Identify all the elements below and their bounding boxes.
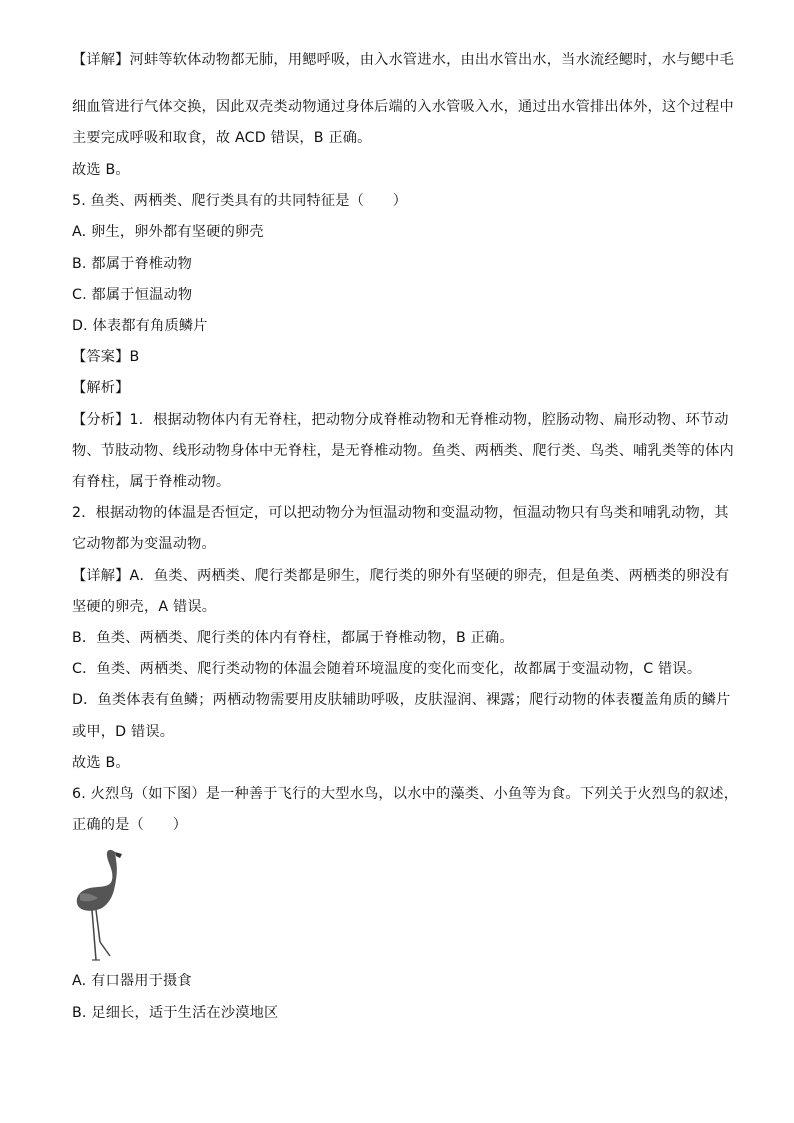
text-line: 或甲，D 错误。 <box>72 724 175 740</box>
text-line: 故选 B。 <box>72 162 130 178</box>
option-b: B. 都属于脊椎动物 <box>72 256 193 272</box>
option-a: A. 有口器用于摄食 <box>72 973 192 989</box>
text-line: 【分析】1．根据动物体内有无脊柱，把动物分成脊椎动物和无脊椎动物，腔肠动物、扁形动物、环节动 <box>72 412 729 428</box>
option-c: C. 都属于恒温动物 <box>72 287 193 303</box>
option-b: B. 足细长，适于生活在沙漠地区 <box>72 1005 279 1021</box>
text-line: 细血管进行气体交换，因此双壳类动物通过身体后端的入水管吸入水，通过出水管排出体外，这个过程中 <box>72 99 734 115</box>
text-line: C．鱼类、两栖类、爬行类动物的体温会随着环境温度的变化而变化，故都属于变温动物，C 错误。 <box>72 661 702 677</box>
text-line: 【详解】河蚌等软体动物都无肺，用鳃呼吸，由入水管进水，由出水管出水，当水流经鳃时，水与鳃中毛 <box>72 52 734 68</box>
text-line: 主要完成呼吸和取食，故 ACD 错误，B 正确。 <box>72 130 372 146</box>
answer-label: 【答案】B <box>72 349 140 365</box>
text-line: D．鱼类体表有鱼鳞；两栖动物需要用皮肤辅助呼吸，皮肤湿润、裸露；爬行动物的体表覆盖角质的鳞片 <box>72 692 731 708</box>
option-d: D. 体表都有角质鳞片 <box>72 318 208 334</box>
text-line: 有脊柱，属于脊椎动物。 <box>72 474 231 490</box>
text-line: 2．根据动物的体温是否恒定，可以把动物分为恒温动物和变温动物，恒温动物只有鸟类和哺乳动物，其 <box>72 505 729 521</box>
option-a: A. 卵生，卵外都有坚硬的卵壳 <box>72 224 264 240</box>
text-line: B．鱼类、两栖类、爬行类的体内有脊柱，都属于脊椎动物，B 正确。 <box>72 630 514 646</box>
text-line: 物、节肢动物、线形动物身体中无脊柱，是无脊椎动物。鱼类、两栖类、爬行类、鸟类、哺乳类等的体内 <box>72 443 734 459</box>
text-line: 它动物都为变温动物。 <box>72 536 216 552</box>
question-5-stem: 5. 鱼类、两栖类、爬行类具有的共同特征是（ ） <box>72 193 408 209</box>
analysis-label: 【解析】 <box>72 380 130 396</box>
text-line: 故选 B。 <box>72 755 130 771</box>
question-6-stem: 6. 火烈鸟（如下图）是一种善于飞行的大型水鸟，以水中的藻类、小鱼等为食。下列关于火烈鸟的叙述， <box>72 786 739 802</box>
text-line: 坚硬的卵壳，A 错误。 <box>72 599 217 615</box>
text-line: 正确的是（ ） <box>72 817 188 833</box>
flamingo-image <box>70 842 130 962</box>
text-line: 【详解】A．鱼类、两栖类、爬行类都是卵生，爬行类的卵外有坚硬的卵壳，但是鱼类、两栖类的卵没有 <box>72 568 730 584</box>
